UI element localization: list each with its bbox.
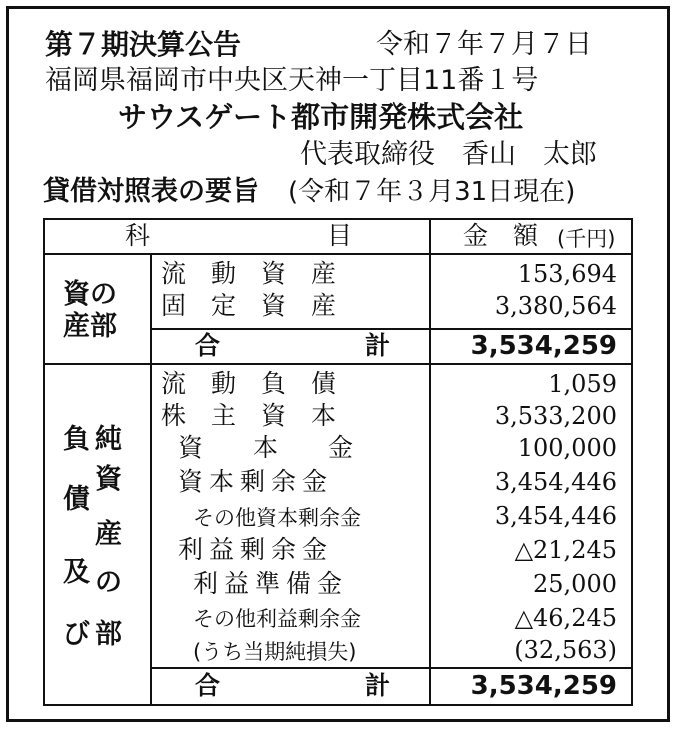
notice-date: 令和７年７月７日 [376, 29, 592, 60]
liab-row-value: 3,454,446 [494, 502, 617, 530]
liab-row-label: その他資本剰余金 [193, 506, 361, 530]
liab-row-value: (32,563) [514, 636, 617, 664]
company-name: サウスゲート都市開発株式会社 [118, 100, 524, 134]
header-divider [45, 253, 631, 255]
assets-total-label-1: 合 [195, 331, 221, 360]
liab-row-label: 株 主 資 本 [161, 401, 337, 430]
statement-date: (令和７年３月31日現在) [288, 177, 576, 207]
statement-title: 貸借対照表の要旨 [43, 176, 259, 207]
liab-section-char: 産 [95, 519, 122, 550]
liab-row-value: 25,000 [533, 570, 617, 598]
liab-row-value: 3,533,200 [494, 402, 617, 430]
liab-row-value: △46,245 [514, 604, 617, 632]
liab-section-char: 部 [95, 619, 122, 650]
col-header-item-2: 目 [327, 221, 353, 250]
liab-row-label: 流 動 負 債 [161, 369, 337, 398]
company-address: 福岡県福岡市中央区天神一丁目11番１号 [45, 65, 539, 96]
liabilities-total-label-2: 計 [365, 671, 391, 700]
liab-row-label: 利益準備金 [193, 569, 349, 598]
asset-row-value: 3,380,564 [494, 292, 617, 320]
liabilities-total-label-1: 合 [195, 671, 221, 700]
liabilities-total-divider [150, 667, 631, 669]
assets-total-value: 3,534,259 [470, 331, 617, 361]
liab-row-label: 資本剰余金 [178, 467, 334, 496]
liab-row-label: (うち当期純損失) [193, 640, 357, 664]
liab-section-char: 負 [63, 424, 90, 455]
asset-row-label: 流 動 資 産 [161, 259, 337, 288]
liab-row-label: 資 本 金 [178, 433, 354, 462]
liab-section-char: の [95, 567, 122, 598]
liab-section-char: 及 [63, 557, 90, 588]
section-column-divider [150, 253, 152, 704]
col-header-item-1: 科 [125, 221, 151, 250]
asset-row-value: 153,694 [517, 260, 617, 288]
assets-total-divider [150, 328, 631, 330]
liab-row-value: △21,245 [514, 536, 617, 564]
liab-section-char: 純 [95, 424, 122, 455]
liab-section-char: 債 [63, 484, 90, 515]
assets-section-label-1: 資の [63, 279, 117, 310]
liabilities-total-value: 3,534,259 [470, 671, 617, 701]
notice-title: 第７期決算公告 [45, 28, 242, 61]
col-header-amount: 金 額 [463, 221, 539, 250]
liab-section-char: び [63, 619, 90, 650]
assets-total-label-2: 計 [365, 331, 391, 360]
asset-row-label: 固 定 資 産 [161, 291, 337, 320]
section-divider [45, 363, 631, 365]
assets-section-label-2: 産部 [63, 311, 117, 342]
balance-sheet-table [43, 218, 633, 706]
liab-row-value: 1,059 [548, 370, 617, 398]
liab-row-label: その他利益剰余金 [193, 607, 361, 631]
amount-column-divider [429, 220, 431, 704]
liab-row-value: 3,454,446 [494, 468, 617, 496]
liab-row-value: 100,000 [517, 434, 617, 462]
liab-row-label: 利益剰余金 [178, 535, 334, 564]
col-header-unit: (千円) [557, 227, 616, 251]
liab-section-char: 資 [95, 464, 122, 495]
representative: 代表取締役 香山 太郎 [300, 139, 597, 170]
